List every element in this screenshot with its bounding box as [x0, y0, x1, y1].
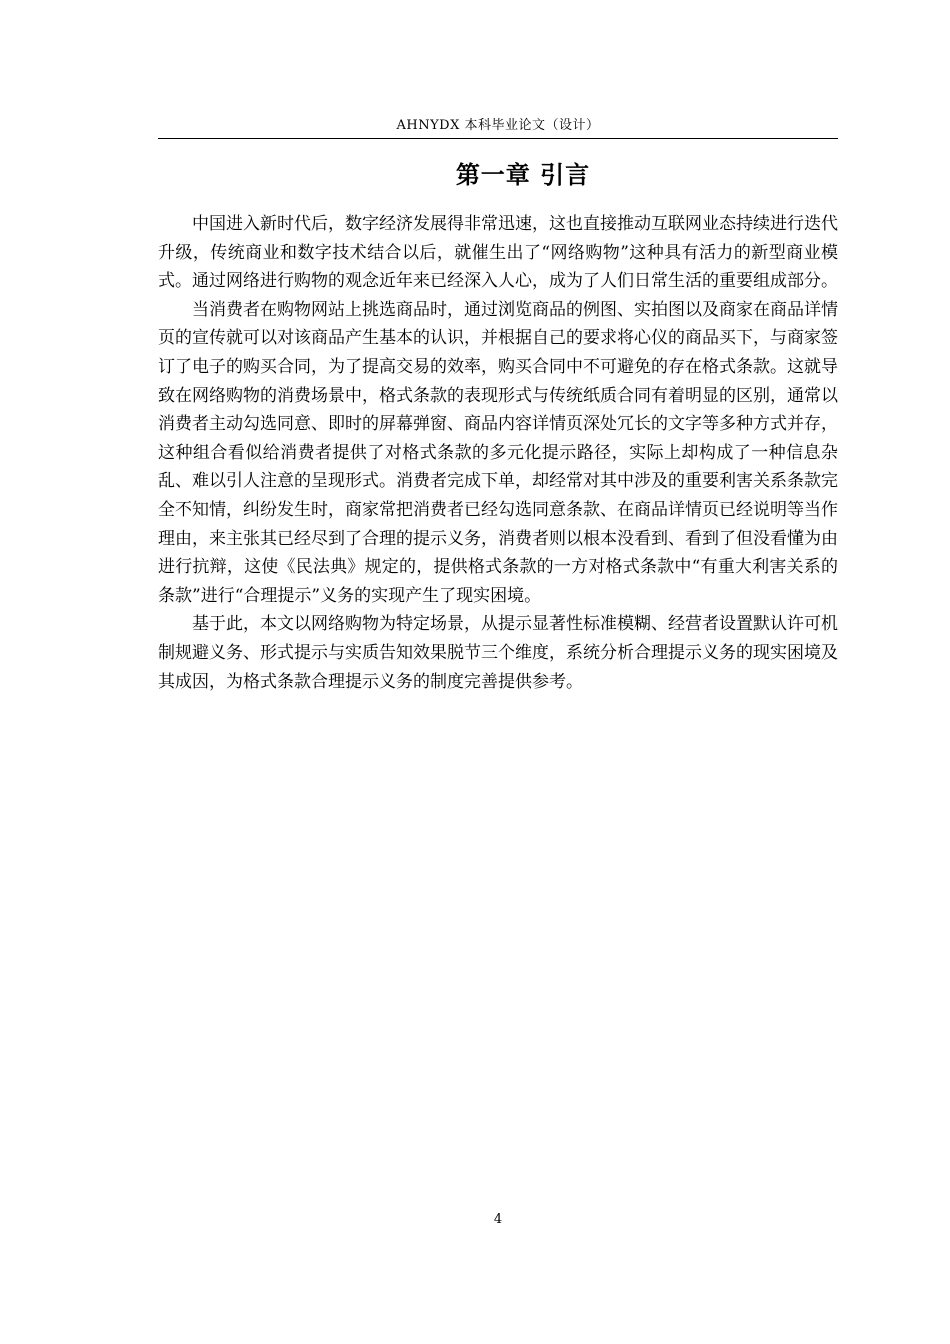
paragraph: 当消费者在购物网站上挑选商品时，通过浏览商品的例图、实拍图以及商家在商品详情页的宣传就可以对该商品产生基本的认识，并根据自己的要求将心仪的商品买下，与商家签订了电子的购买合同，为了提高交易的效率，购买合同中不可避免的存在格式条款。这就导致在网络购物的消费场景中，格式条款的表现形式与传统纸质合同有着明显的区别，通常以消费者主动勾选同意、即时的屏幕弹窗、商品内容详情页深处冗长的文字等多种方式并存，这种组合看似给消费者提供了对格式条款的多元化提示路径，实际上却构成了一种信息杂乱、难以引人注意的呈现形式。消费者完成下单，却经常对其中涉及的重要利害关系条款完全不知情，纠纷发生时，商家常把消费者已经勾选同意条款、在商品详情页已经说明等当作理由，来主张其已经尽到了合理的提示义务，消费者则以根本没看到、看到了但没看懂为由进行抗辩，这使《民法典》规定的，提供格式条款的一方对格式条款中“有重大利害关系的条款”进行“合理提示”义务的实现产生了现实困境。	[158, 299, 838, 606]
running-header: AHNYDX 本科毕业论文（设计）	[396, 118, 600, 133]
chapter-title: 第一章 引言	[455, 161, 591, 189]
page-number: 4	[493, 1212, 503, 1227]
paragraph: 中国进入新时代后，数字经济发展得非常迅速，这也直接推动互联网业态持续进行迭代升级，传统商业和数字技术结合以后，就催生出了“网络购物”这种具有活力的新型商业模式。通过网络进行购物的观念近年来已经深入人心，成为了人们日常生活的重要组成部分。	[158, 214, 838, 292]
body-text	[158, 210, 838, 696]
paragraph: 基于此，本文以网络购物为特定场景，从提示显著性标准模糊、经营者设置默认许可机制规避义务、形式提示与实质告知效果脱节三个维度，系统分析合理提示义务的现实困境及其成因，为格式条款合理提示义务的制度完善提供参考。	[158, 614, 838, 692]
header-divider	[158, 138, 838, 139]
